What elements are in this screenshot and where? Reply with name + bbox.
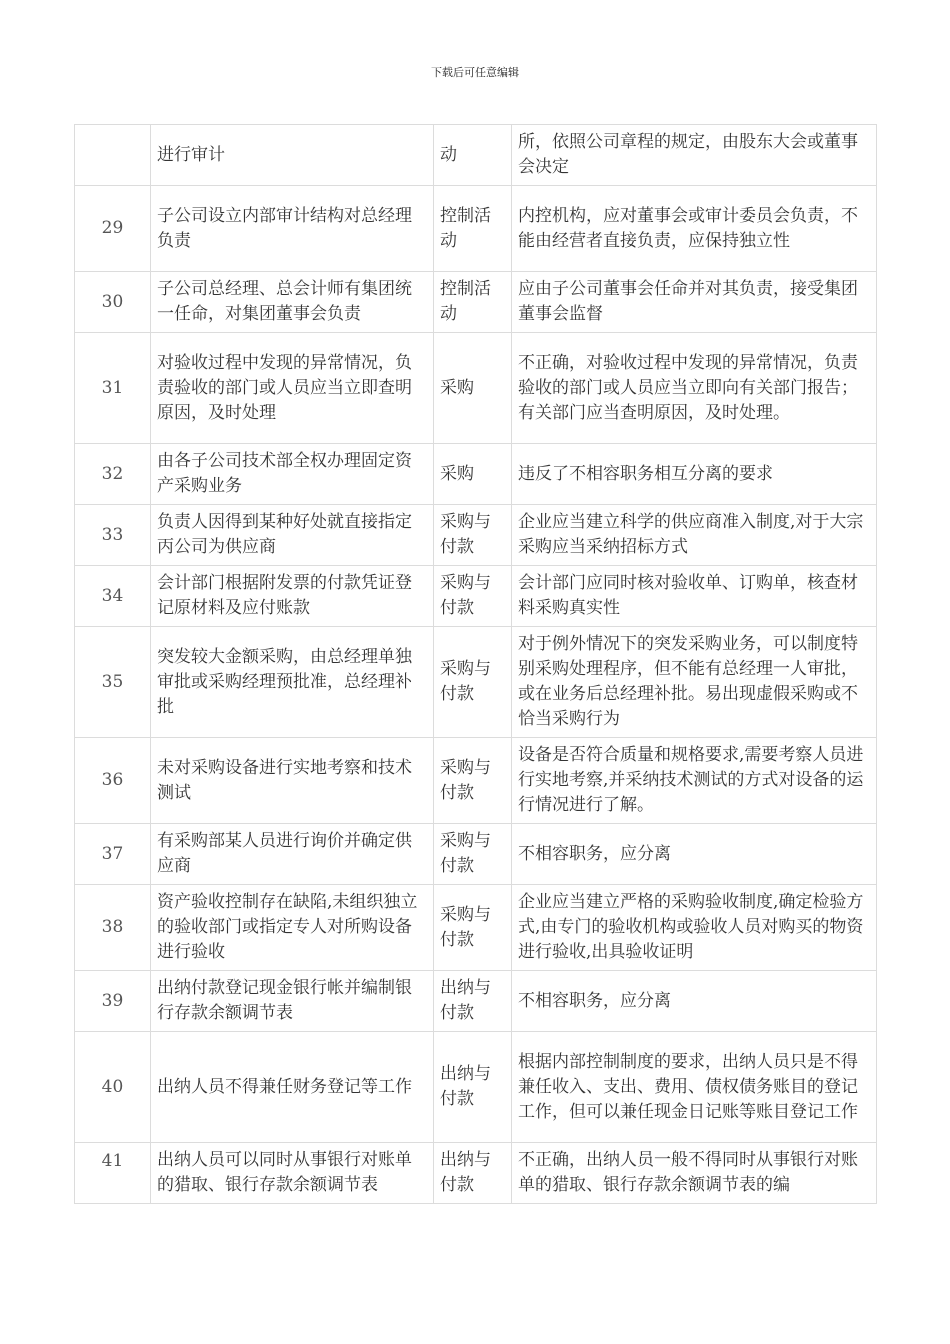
table-row <box>75 627 877 738</box>
row-number: 41 <box>75 1143 151 1204</box>
issue-description: 会计部门根据附发票的付款凭证登记原材料及应付账款 <box>151 566 434 627</box>
issue-description: 有采购部某人员进行询价并确定供应商 <box>151 824 434 885</box>
issue-description: 负责人因得到某种好处就直接指定丙公司为供应商 <box>151 505 434 566</box>
row-number: 38 <box>75 885 151 971</box>
issue-category: 采购 <box>434 333 512 444</box>
row-number: 31 <box>75 333 151 444</box>
table-row <box>75 1032 877 1143</box>
table-row <box>75 885 877 971</box>
table-row <box>75 738 877 824</box>
issue-description: 出纳人员可以同时从事银行对账单的猎取、银行存款余额调节表 <box>151 1143 434 1204</box>
row-number: 30 <box>75 272 151 333</box>
issue-description: 子公司总经理、总会计师有集团统一任命，对集团董事会负责 <box>151 272 434 333</box>
issue-category: 采购与付款 <box>434 824 512 885</box>
correction-note: 不相容职务，应分离 <box>512 824 877 885</box>
issue-description: 对验收过程中发现的异常情况，负责验收的部门或人员应当立即查明原因，及时处理 <box>151 333 434 444</box>
correction-note: 不正确，对验收过程中发现的异常情况，负责验收的部门或人员应当立即向有关部门报告；有关部门应当查明原因，及时处理。 <box>512 333 877 444</box>
row-number: 36 <box>75 738 151 824</box>
row-number: 32 <box>75 444 151 505</box>
issue-category: 采购与付款 <box>434 738 512 824</box>
issue-category: 控制活动 <box>434 186 512 272</box>
row-number: 33 <box>75 505 151 566</box>
issue-category: 采购与付款 <box>434 566 512 627</box>
issue-category: 出纳与付款 <box>434 1032 512 1143</box>
table-row <box>75 566 877 627</box>
issue-category: 采购与付款 <box>434 627 512 738</box>
table-row <box>75 272 877 333</box>
table-row <box>75 444 877 505</box>
correction-note: 根据内部控制制度的要求，出纳人员只是不得兼任收入、支出、费用、债权债务账目的登记工作，但可以兼任现金日记账等账目登记工作 <box>512 1032 877 1143</box>
correction-note: 会计部门应同时核对验收单、订购单，核查材料采购真实性 <box>512 566 877 627</box>
issue-description: 突发较大金额采购，由总经理单独审批或采购经理预批准，总经理补批 <box>151 627 434 738</box>
table-row <box>75 186 877 272</box>
issue-description: 进行审计 <box>151 125 434 186</box>
issue-description: 子公司设立内部审计结构对总经理负责 <box>151 186 434 272</box>
issue-category: 动 <box>434 125 512 186</box>
row-number: 37 <box>75 824 151 885</box>
issue-category: 出纳与付款 <box>434 971 512 1032</box>
issue-category: 采购与付款 <box>434 505 512 566</box>
table-row <box>75 1143 877 1204</box>
correction-note: 对于例外情况下的突发采购业务，可以制度特别采购处理程序，但不能有总经理一人审批，或在业务后总经理补批。易出现虚假采购或不恰当采购行为 <box>512 627 877 738</box>
issue-category: 采购 <box>434 444 512 505</box>
control-issues-table <box>74 124 877 1204</box>
row-number: 29 <box>75 186 151 272</box>
correction-note: 不相容职务，应分离 <box>512 971 877 1032</box>
correction-note: 应由子公司董事会任命并对其负责，接受集团董事会监督 <box>512 272 877 333</box>
correction-note: 设备是否符合质量和规格要求,需要考察人员进行实地考察,并采纳技术测试的方式对设备的运行情况进行了解。 <box>512 738 877 824</box>
correction-note: 所，依照公司章程的规定，由股东大会或董事会决定 <box>512 125 877 186</box>
table-row <box>75 971 877 1032</box>
correction-note: 不正确，出纳人员一般不得同时从事银行对账单的猎取、银行存款余额调节表的编 <box>512 1143 877 1204</box>
table-row <box>75 125 877 186</box>
table-row <box>75 333 877 444</box>
correction-note: 企业应当建立严格的采购验收制度,确定检验方式,由专门的验收机构或验收人员对购买的物资进行验收,出具验收证明 <box>512 885 877 971</box>
row-number <box>75 125 151 186</box>
page-header: 下载后可任意编辑 <box>431 66 519 79</box>
issue-category: 控制活动 <box>434 272 512 333</box>
row-number: 40 <box>75 1032 151 1143</box>
issue-category: 出纳与付款 <box>434 1143 512 1204</box>
row-number: 35 <box>75 627 151 738</box>
issue-description: 由各子公司技术部全权办理固定资产采购业务 <box>151 444 434 505</box>
correction-note: 内控机构，应对董事会或审计委员会负责，不能由经营者直接负责，应保持独立性 <box>512 186 877 272</box>
table-row <box>75 824 877 885</box>
issue-description: 出纳付款登记现金银行帐并编制银行存款余额调节表 <box>151 971 434 1032</box>
correction-note: 违反了不相容职务相互分离的要求 <box>512 444 877 505</box>
issue-description: 资产验收控制存在缺陷,未组织独立的验收部门或指定专人对所购设备进行验收 <box>151 885 434 971</box>
table-row <box>75 505 877 566</box>
issue-description: 出纳人员不得兼任财务登记等工作 <box>151 1032 434 1143</box>
issue-description: 未对采购设备进行实地考察和技术测试 <box>151 738 434 824</box>
issue-category: 采购与付款 <box>434 885 512 971</box>
correction-note: 企业应当建立科学的供应商准入制度,对于大宗采购应当采纳招标方式 <box>512 505 877 566</box>
row-number: 39 <box>75 971 151 1032</box>
row-number: 34 <box>75 566 151 627</box>
